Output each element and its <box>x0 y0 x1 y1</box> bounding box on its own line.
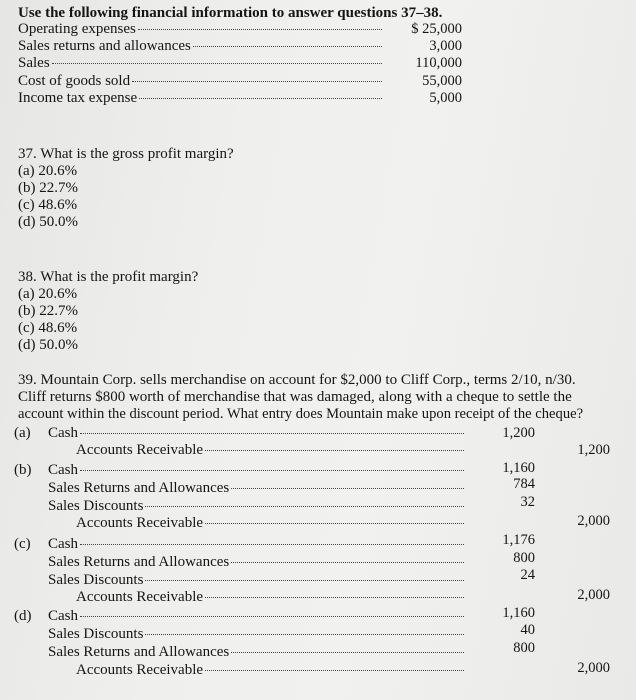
q38-option: (a) 20.6% <box>18 286 78 302</box>
debit-amount: 32 <box>520 494 535 510</box>
journal-account: Cash <box>48 425 464 441</box>
credit-amount: 1,200 <box>577 442 610 458</box>
debit-amount: 40 <box>520 622 535 638</box>
debit-amount: 1,176 <box>502 532 535 548</box>
intro-row-value: 5,000 <box>429 90 462 106</box>
debit-amount: 1,160 <box>502 460 535 476</box>
q38-option: (c) 48.6% <box>18 320 78 336</box>
credit-amount: 2,000 <box>577 660 610 676</box>
journal-account: Sales Discounts <box>48 626 464 642</box>
intro-row-label: Sales <box>18 55 382 71</box>
debit-amount: 24 <box>520 567 535 583</box>
option-letter: (a) <box>14 425 31 441</box>
credit-amount: 2,000 <box>577 513 610 529</box>
journal-account: Sales Discounts <box>48 498 464 514</box>
debit-amount: 800 <box>513 640 535 656</box>
q39-line: account within the discount period. What entry does Mountain make upon receipt of the cheque? <box>18 406 584 422</box>
intro-row-label: Operating expenses <box>18 21 382 37</box>
q37-question: 37. What is the gross profit margin? <box>18 146 234 162</box>
q39-line: Cliff returns $800 worth of merchandise that was damaged, along with a cheque to settle the <box>18 389 572 405</box>
journal-account: Cash <box>48 608 464 624</box>
q37-option: (c) 48.6% <box>18 197 78 213</box>
q38-option: (d) 50.0% <box>18 337 78 353</box>
intro-row-value: 55,000 <box>422 73 462 89</box>
debit-amount: 800 <box>513 550 535 566</box>
q37-option: (a) 20.6% <box>18 163 78 179</box>
debit-amount: 784 <box>513 476 535 492</box>
intro-row-label: Cost of goods sold <box>18 73 382 89</box>
journal-account: Accounts Receivable <box>76 515 464 531</box>
journal-account: Sales Returns and Allowances <box>48 644 464 660</box>
option-letter: (b) <box>14 462 32 478</box>
option-letter: (c) <box>14 536 31 552</box>
journal-account: Accounts Receivable <box>76 662 464 678</box>
intro-row-value: 110,000 <box>415 55 462 71</box>
journal-account: Accounts Receivable <box>76 589 464 605</box>
journal-account: Cash <box>48 536 464 552</box>
journal-account: Cash <box>48 462 464 478</box>
q38-option: (b) 22.7% <box>18 303 78 319</box>
q39-line: 39. Mountain Corp. sells merchandise on account for $2,000 to Cliff Corp., terms 2/10, n/30. <box>18 372 576 388</box>
journal-account: Sales Discounts <box>48 572 464 588</box>
intro-row-value: $ 25,000 <box>411 21 462 37</box>
q37-option: (b) 22.7% <box>18 180 78 196</box>
debit-amount: 1,200 <box>502 425 535 441</box>
credit-amount: 2,000 <box>577 587 610 603</box>
journal-account: Accounts Receivable <box>76 442 464 458</box>
q37-option: (d) 50.0% <box>18 214 78 230</box>
intro-row-value: 3,000 <box>429 38 462 54</box>
journal-account: Sales Returns and Allowances <box>48 554 464 570</box>
debit-amount: 1,160 <box>502 605 535 621</box>
q38-question: 38. What is the profit margin? <box>18 269 199 285</box>
intro-heading: Use the following financial information to answer questions 37–38. <box>18 5 443 21</box>
option-letter: (d) <box>14 608 32 624</box>
intro-row-label: Sales returns and allowances <box>18 38 382 54</box>
intro-row-label: Income tax expense <box>18 90 382 106</box>
journal-account: Sales Returns and Allowances <box>48 480 464 496</box>
